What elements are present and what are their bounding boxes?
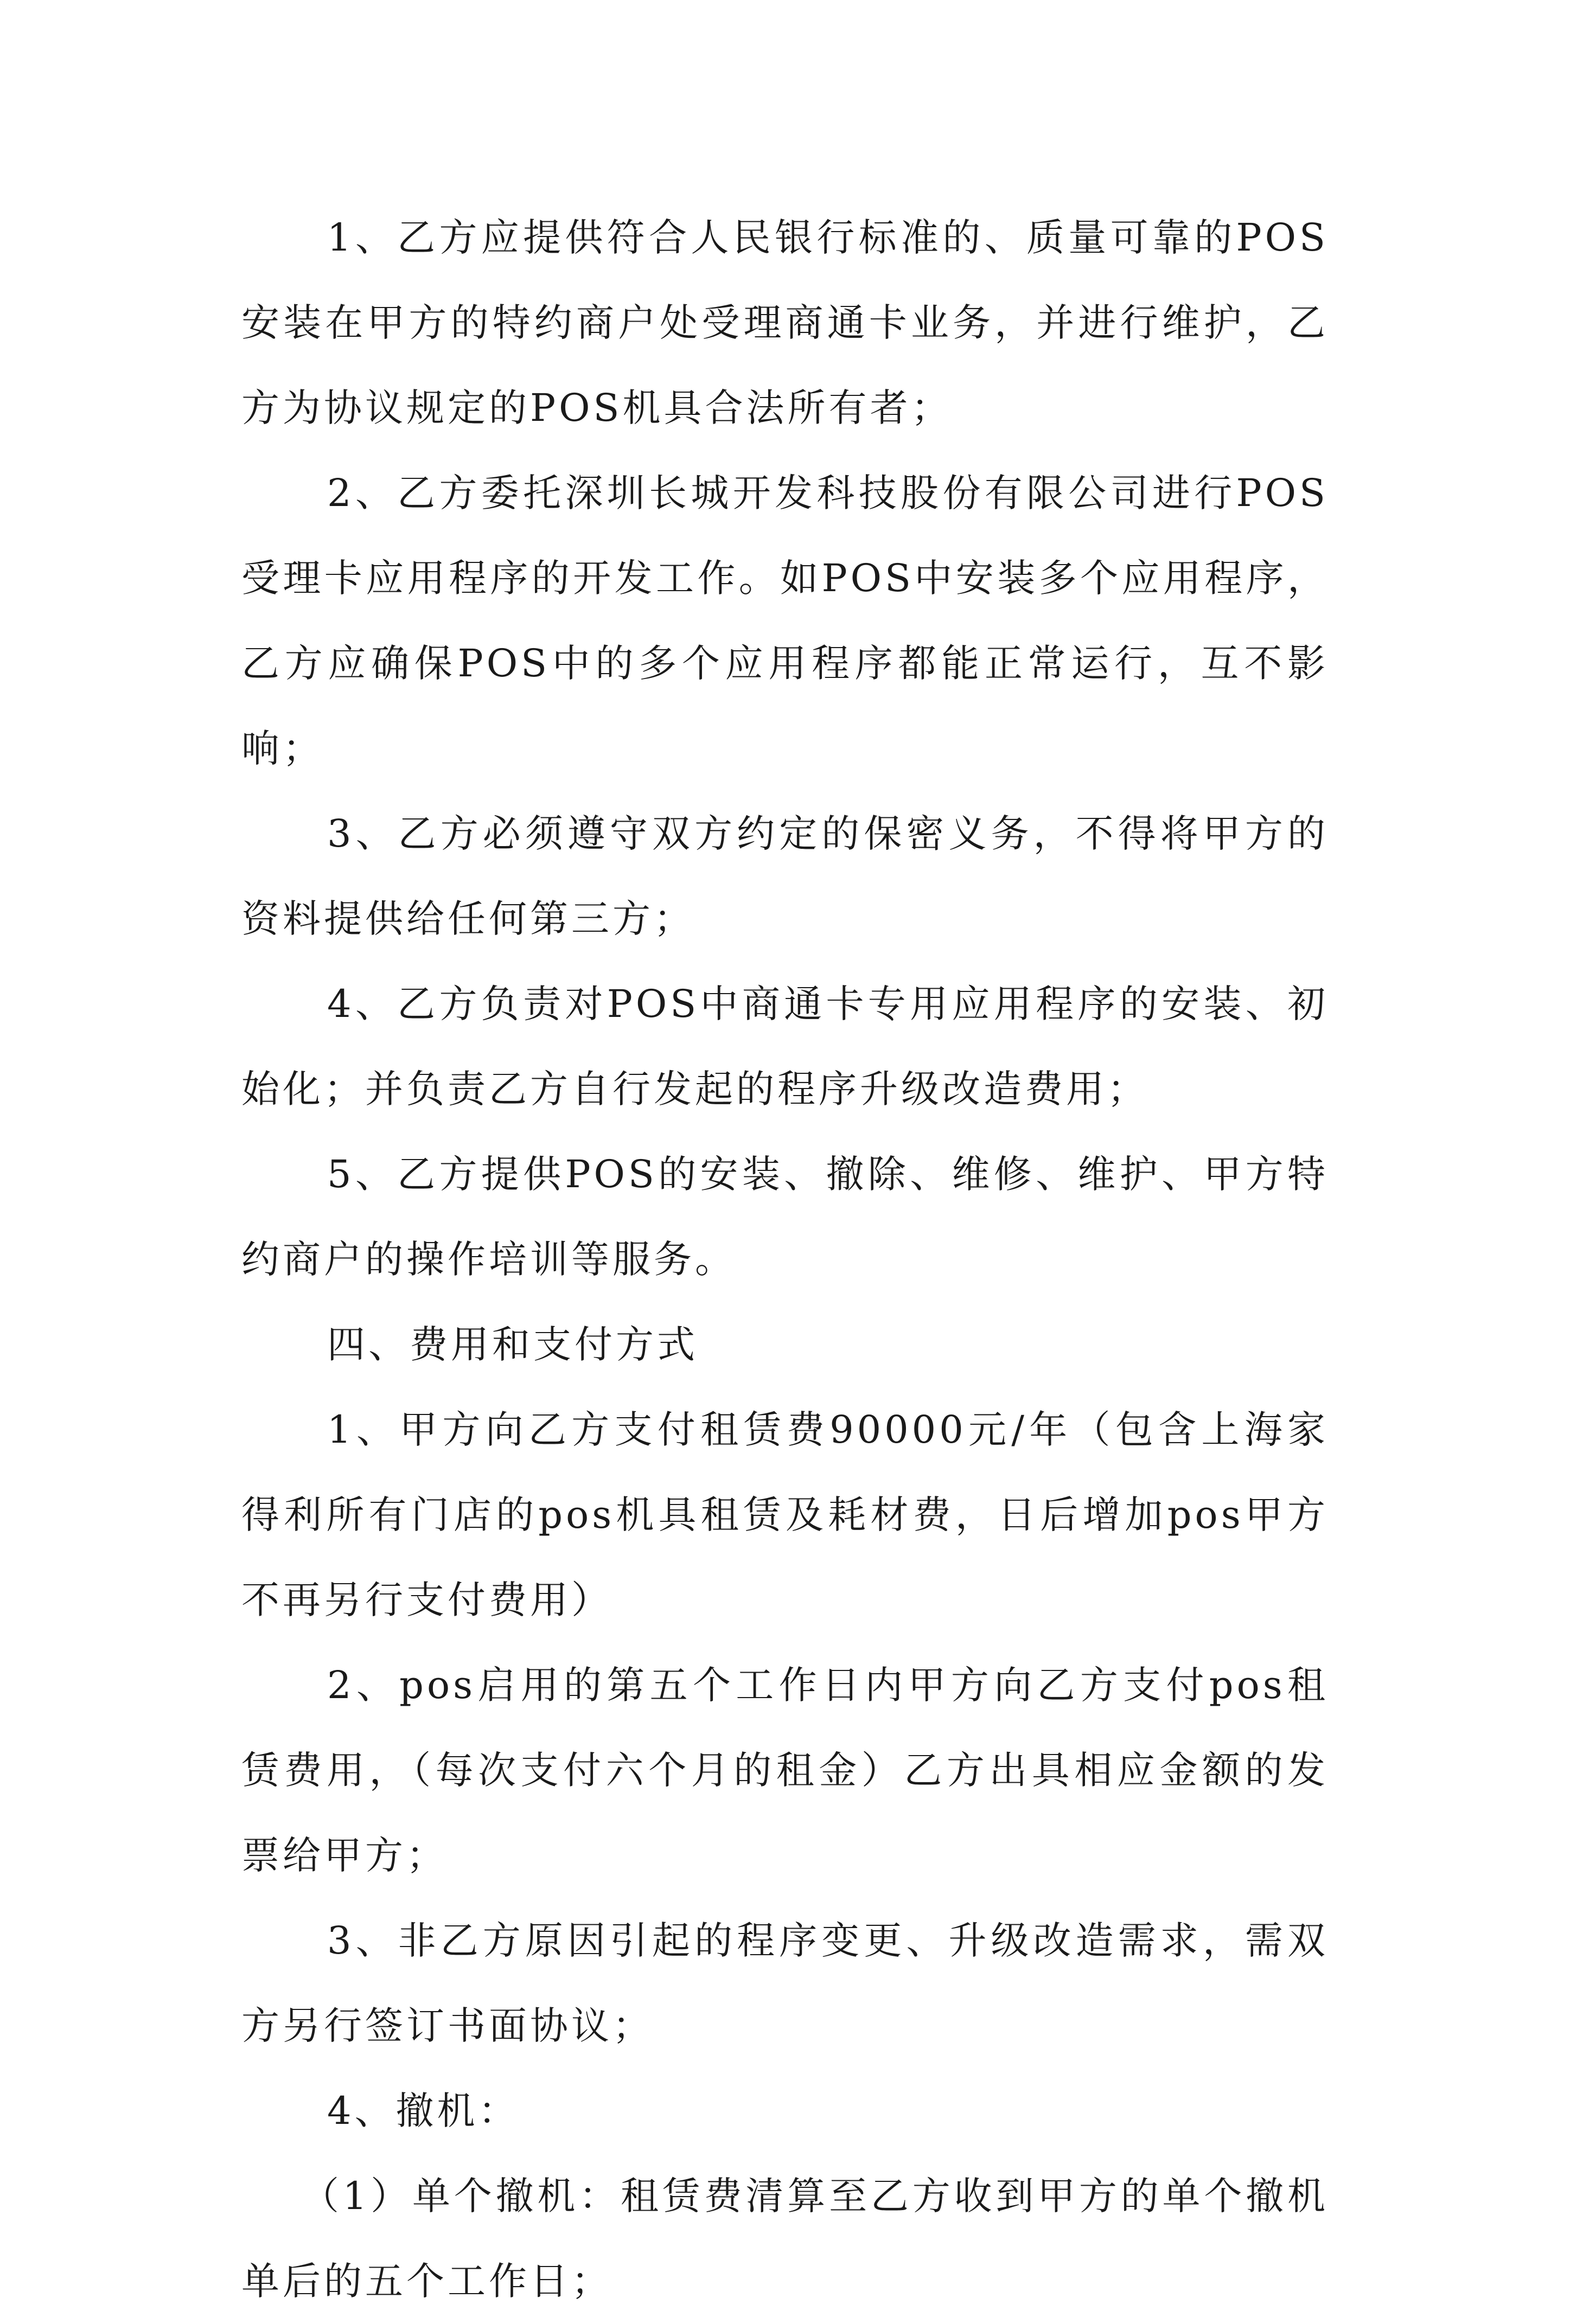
clause-paragraph: 2、pos启用的第五个工作日内甲方向乙方支付pos租赁费用，（每次支付六个月的租金）乙方出具相应金额的发票给甲方；: [241, 1663, 1329, 1878]
document-body: [241, 195, 1329, 2324]
clause-paragraph: 3、乙方必须遵守双方约定的保密义务，不得将甲方的资料提供给任何第三方；: [241, 811, 1329, 941]
clause-paragraph: 3、非乙方原因引起的程序变更、升级改造需求，需双方另行签订书面协议；: [241, 1918, 1329, 2048]
clause-paragraph: 4、乙方负责对POS中商通卡专用应用程序的安装、初始化；并负责乙方自行发起的程序升级改造费用；: [241, 982, 1329, 1111]
clause-paragraph: 1、甲方向乙方支付租赁费90000元/年（包含上海家得利所有门店的pos机具租赁及耗材费，日后增加pos甲方不再另行支付费用）: [241, 1407, 1329, 1622]
section-heading: 四、费用和支付方式: [327, 1322, 698, 1367]
sub-clause-paragraph: （1）单个撤机：租赁费清算至乙方收到甲方的单个撤机单后的五个工作日；: [241, 2174, 1329, 2303]
clause-paragraph: 1、乙方应提供符合人民银行标准的、质量可靠的POS安装在甲方的特约商户处受理商通卡业务，并进行维护，乙方为协议规定的POS机具合法所有者；: [241, 215, 1329, 430]
clause-paragraph: 2、乙方委托深圳长城开发科技股份有限公司进行POS受理卡应用程序的开发工作。如POS中安装多个应用程序，乙方应确保POS中的多个应用程序都能正常运行，互不影响；: [241, 471, 1329, 771]
clause-paragraph: 5、乙方提供POS的安装、撤除、维修、维护、甲方特约商户的操作培训等服务。: [241, 1152, 1329, 1282]
clause-paragraph: 4、撤机：: [327, 2089, 520, 2133]
